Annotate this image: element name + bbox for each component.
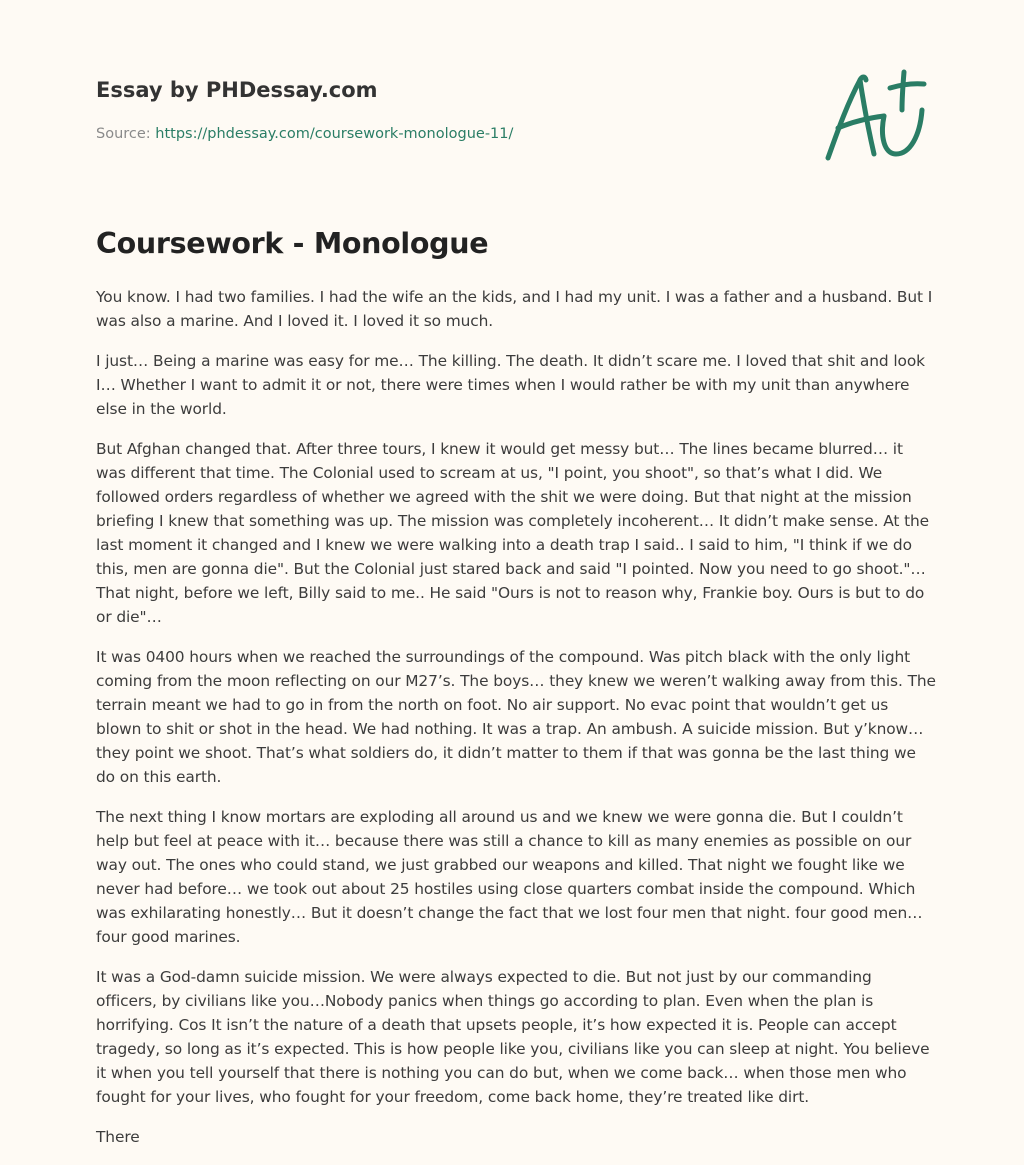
essay-body: [96, 285, 936, 1165]
source-link[interactable]: https://phdessay.com/coursework-monologue-11/: [155, 126, 514, 142]
essay-paragraph: But Afghan changed that. After three tours, I knew it would get messy but… The lines became blurred… it was different that time. The Colonial used to scream at us, "I point, you shoot", so that’s what I did. We followed orders regardless of whether we agreed with the shit we were doing. But that night at the mission briefing I knew that something was up. The mission was completely incoherent… It didn’t make sense. At the last moment it changed and I knew we were walking into a death trap I said.. I said to him, "I think if we do this, men are gonna die". But the Colonial just stared back and said "I pointed. Now you need to go shoot."… That night, before we left, Billy said to me.. He said "Ours is not to reason why, Frankie boy. Ours is but to do or die"…: [96, 440, 930, 626]
essay-paragraph: I just… Being a marine was easy for me… The killing. The death. It didn’t scare me. I loved that shit and look I… Whether I want to admit it or not, there were times when I would rather be with my unit than anywhere else in the world.: [96, 352, 925, 418]
essay-paragraph: There: [96, 1128, 140, 1146]
essay-paragraph: You know. I had two families. I had the wife an the kids, and I had my unit. I was a father and a husband. But I was also a marine. And I loved it. I loved it so much.: [96, 288, 933, 330]
source-line: [96, 124, 796, 144]
source-label: Source:: [96, 126, 156, 142]
a-plus-logo-icon: [818, 66, 928, 166]
essay-paragraph: It was 0400 hours when we reached the surroundings of the compound. Was pitch black with the only light coming from the moon reflecting on our M27’s. The boys… they knew we weren’t walking away from this. The terrain meant we had to go in from the north on foot. No air support. No evac point that wouldn’t get us blown to shit or shot in the head. We had nothing. It was a trap. An ambush. A suicide mission. But y’know… they point we shoot. That’s what soldiers do, it didn’t matter to them if that was gonna be the last thing we do on this earth.: [96, 648, 936, 786]
essay-paragraph: It was a God-damn suicide mission. We were always expected to die. But not just by our commanding officers, by civilians like you…Nobody panics when things go according to plan. Even when the plan is horrifying. Cos It isn’t the nature of a death that upsets people, it’s how expected it is. People can accept tragedy, so long as it’s expected. This is how people like you, civilians like you can sleep at night. You believe it when you tell yourself that there is nothing you can do but, when we come back… when those men who fought for your lives, who fought for your freedom, come back home, they’re treated like dirt.: [96, 968, 930, 1106]
brand-title: Essay by PHDessay.com: [96, 78, 378, 102]
page-header: [96, 76, 796, 144]
essay-paragraph: The next thing I know mortars are exploding all around us and we knew we were gonna die. But I couldn’t help but feel at peace with it… because there was still a chance to kill as many enemies as possible on our way out. The ones who could stand, we just grabbed our weapons and killed. That night we fought like we never had before… we took out about 25 hostiles using close quarters combat inside the compound. Which was exhilarating honestly… But it doesn’t change the fact that we lost four men that night. four good men… four good marines.: [96, 808, 923, 946]
essay-title: Coursework - Monologue: [96, 227, 489, 260]
